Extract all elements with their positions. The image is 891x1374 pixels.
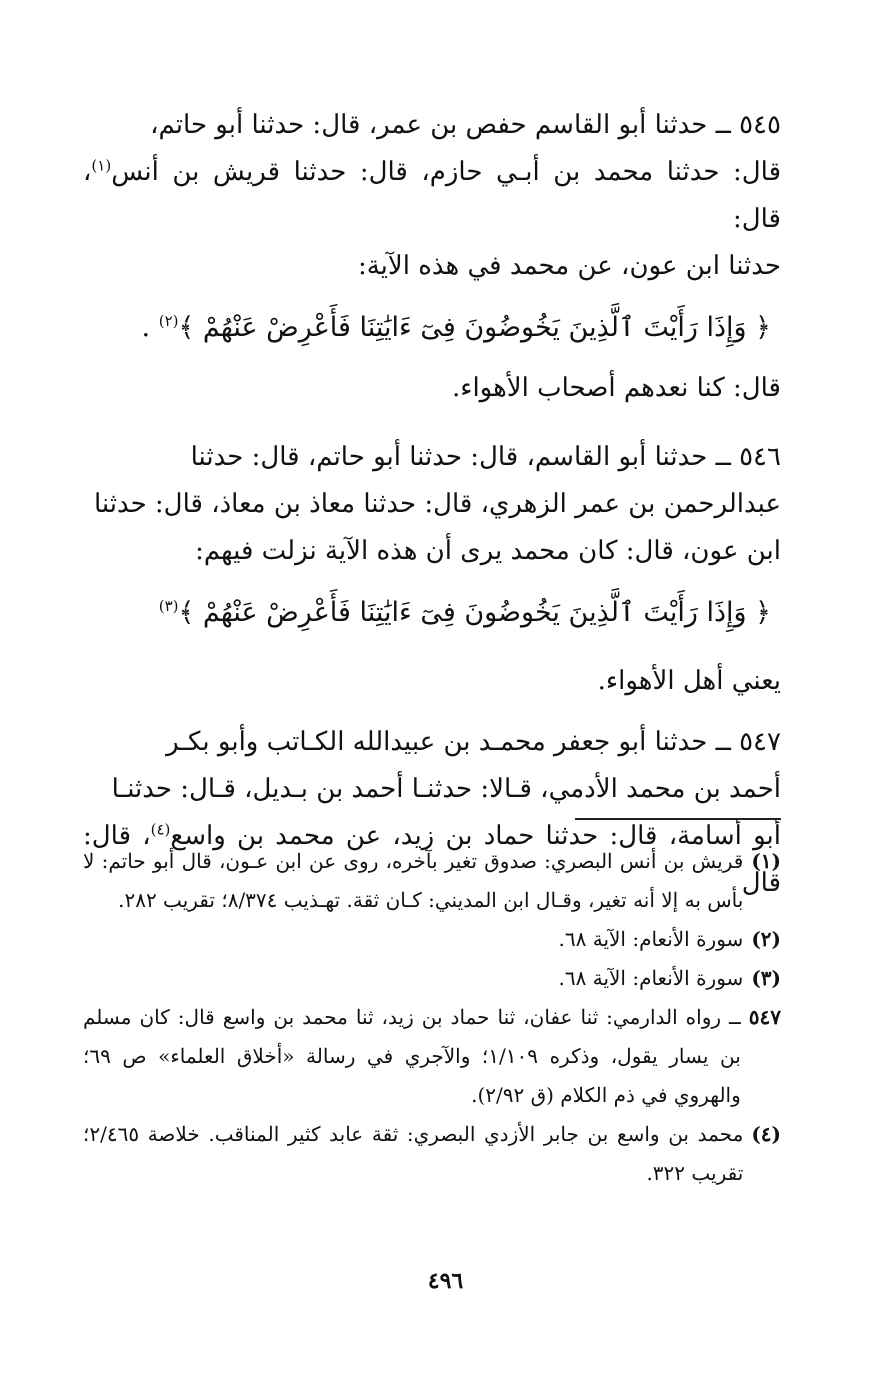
quran-verse-1-text: ﴿ وَإِذَا رَأَيْتَ ٱلَّذِينَ يَخُوضُونَ فِىٓ ءَايَٰتِنَا فَأَعْرِضْ عَنْهُمْ ﴾ <box>178 312 771 343</box>
footnote-number: (٤) <box>751 1122 781 1146</box>
hadith-545-line-2 <box>83 149 781 243</box>
quran-verse-2 <box>83 589 781 636</box>
footnote-number: (٢) <box>751 927 781 951</box>
footnote-ref-2[interactable]: (٢) <box>158 312 179 330</box>
hadith-546-line-2: عبدالرحمن بن عمر الزهري، قال: حدثنا معاذ بن معاذ، قال: حدثنا <box>93 489 781 519</box>
footnote-text: محمد بن واسع بن جابر الأزدي البصري: ثقة عابد كثير المناقب. خلاصة ٢/٤٦٥؛ تقريب ٣٢٢. <box>83 1122 744 1185</box>
hadith-546-line-1: ٥٤٦ ــ حدثنا أبو القاسم، قال: حدثنا أبو حاتم، قال: حدثنا <box>190 442 781 472</box>
hadith-547-line-3-a: أبو أسامة، قال: حدثنا حماد بن زيد، عن محمد بن واسع <box>170 821 781 851</box>
footnote-text: ــ رواه الدارمي: ثنا عفان، ثنا حماد بن زيد، ثنا محمد بن واسع قال: كان مسلم بن يسار يقول، وذكره ١/١٠٩؛ والآجري في رسالة «أخلاق العلماء» ص ٦٩؛ والهروي في ذم الكلام (ق ٢/٩٢). <box>83 1005 741 1107</box>
quran-verse-2-text: ﴿ وَإِذَا رَأَيْتَ ٱلَّذِينَ يَخُوضُونَ فِىٓ ءَايَٰتِنَا فَأَعْرِضْ عَنْهُمْ ﴾ <box>178 597 771 628</box>
hadith-547-line-2: أحمد بن محمد الأدمي، قـالا: حدثنـا أحمد بن بـديل، قـال: حدثنـا <box>111 774 781 804</box>
hadith-545-line-2-a: قال: حدثنا محمد بن أبـي حازم، قال: حدثنا قريش بن أنس <box>111 157 781 187</box>
hadith-546-line-3: ابن عون، قال: كان محمد يرى أن هذه الآية نزلت فيهم: <box>195 536 781 566</box>
main-text <box>83 102 781 907</box>
hadith-545-line-2-b: ، قال: <box>83 157 781 234</box>
footnote-item <box>83 959 781 998</box>
quran-verse-1-end: . <box>141 312 159 343</box>
footnote-text: قريش بن أنس البصري: صدوق تغير بآخره، روى عن ابن عـون، قال أبو حاتم: لا بأس به إلا أنه تغير، وقـال ابن المديني: كـان ثقة. تهـذيب ٨/٣٧٤؛ تقريب ٢٨٢. <box>83 849 744 912</box>
footnote-text: سورة الأنعام: الآية ٦٨. <box>558 927 744 951</box>
page-number: ٤٩٦ <box>427 1268 464 1294</box>
footnote-ref-1[interactable]: (١) <box>91 156 112 175</box>
hadith-547-line-1: ٥٤٧ ــ حدثنا أبو جعفر محمـد بن عبيدالله الكـاتب وأبو بكـر <box>166 727 781 757</box>
footnote-number: (١) <box>751 849 781 873</box>
hadith-545-line-3: حدثنا ابن عون، عن محمد في هذه الآية: <box>357 251 781 281</box>
footnote-text: سورة الأنعام: الآية ٦٨. <box>558 966 744 990</box>
hadith-546-conclusion: يعني أهل الأهواء. <box>597 666 781 696</box>
hadith-547-line-3-b: ، قال: قال <box>83 821 781 898</box>
quran-verse-1 <box>83 304 781 351</box>
footnote-item <box>83 842 781 920</box>
footnote-item <box>83 998 781 1115</box>
footnote-item <box>83 920 781 959</box>
footnotes <box>83 842 781 1193</box>
footnote-number: ٥٤٧ <box>748 1005 781 1029</box>
footnote-item <box>83 1115 781 1193</box>
footnote-number: (٣) <box>751 966 781 990</box>
hadith-545-line-1: ٥٤٥ ــ حدثنا أبو القاسم حفص بن عمر، قال: حدثنا أبو حاتم، <box>150 110 781 140</box>
footnote-ref-3[interactable]: (٣) <box>158 597 179 615</box>
hadith-545-conclusion: قال: كنا نعدهم أصحاب الأهواء. <box>451 373 781 403</box>
footnote-divider <box>575 818 781 820</box>
footnote-ref-4[interactable]: (٤) <box>150 820 171 839</box>
